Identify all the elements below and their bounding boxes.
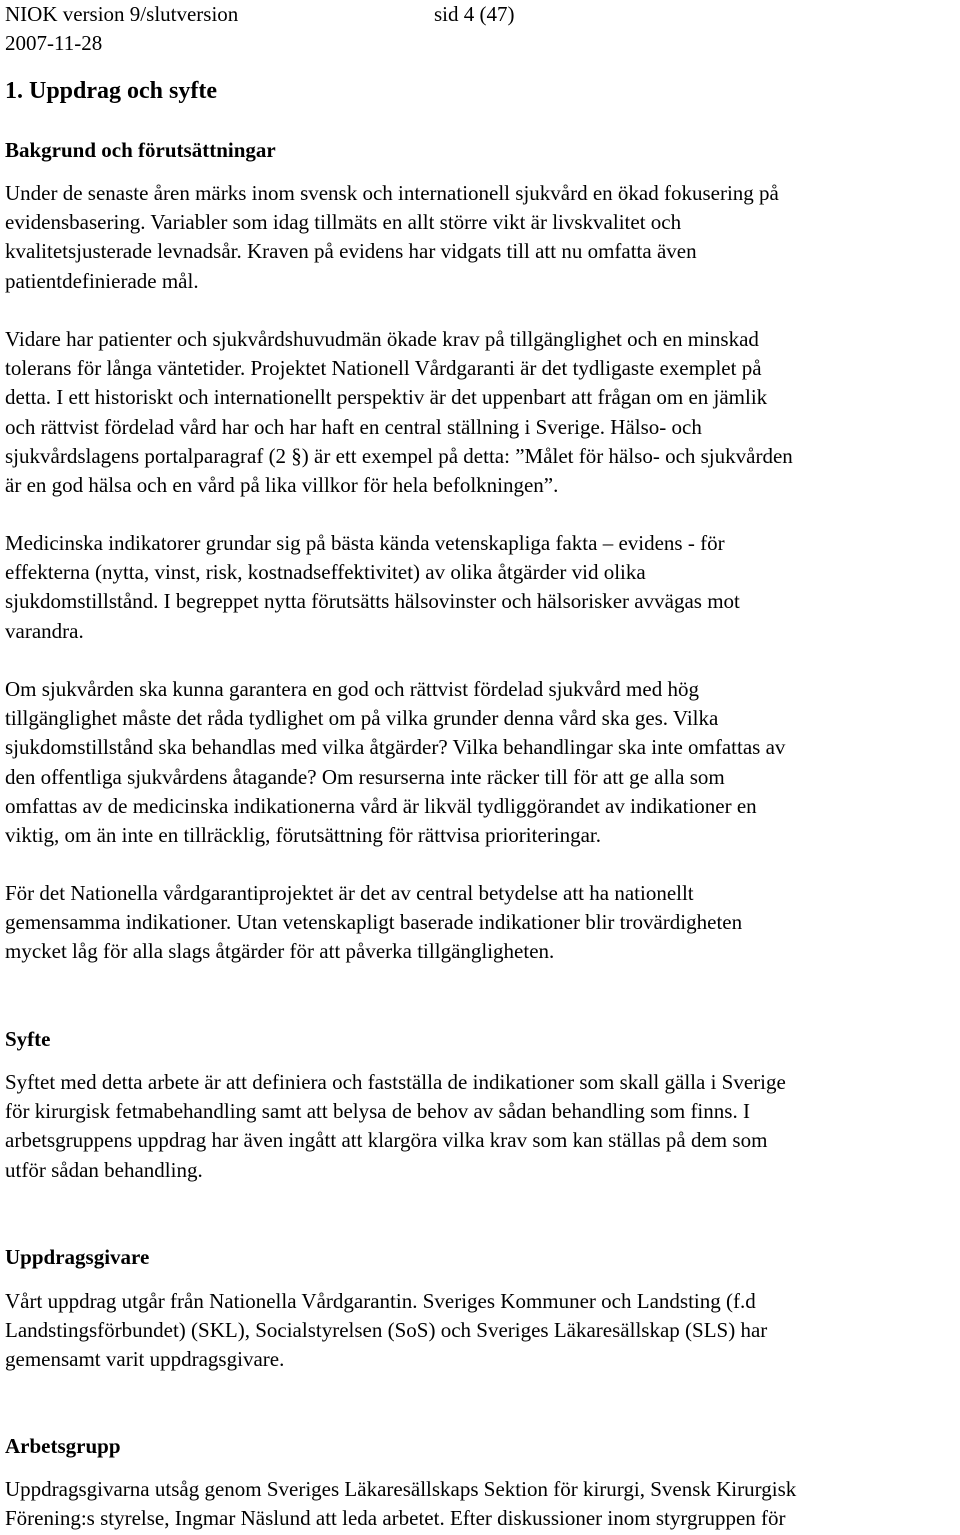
text-line: evidensbasering. Variabler som idag tillmäts en allt större vikt är livskvalitet och bbox=[5, 210, 682, 235]
text-line: är en god hälsa och en vård på lika villkor för hela befolkningen”. bbox=[5, 473, 559, 498]
text-line: Medicinska indikatorer grundar sig på bästa kända vetenskapliga fakta – evidens - för bbox=[5, 531, 725, 555]
paragraph-background-2 bbox=[5, 325, 955, 500]
text-line: utför sådan behandling. bbox=[5, 1157, 203, 1182]
text-line: Syftet med detta arbete är att definiera och fastställa de indikationer som skall gälla i Sverige bbox=[5, 1070, 786, 1094]
text-line: effekterna (nytta, vinst, risk, kostnadseffektivitet) av olika åtgärder vid olika bbox=[5, 560, 646, 585]
text-line: Landstingsförbundet) (SKL), Socialstyrelsen (SoS) och Sveriges Läkaresällskap (SLS) har bbox=[5, 1318, 768, 1343]
header-page-number: sid 4 (47) bbox=[434, 2, 515, 26]
paragraph-background-4 bbox=[5, 675, 955, 850]
paragraph-commissioner bbox=[5, 1287, 955, 1375]
text-line: Under de senaste åren märks inom svensk och internationell sjukvård en ökad fokusering på bbox=[5, 181, 779, 205]
heading-background: Bakgrund och förutsättningar bbox=[5, 138, 276, 162]
header-date: 2007-11-28 bbox=[5, 31, 103, 55]
text-line: Uppdragsgivarna utsåg genom Sveriges Läkaresällskaps Sektion för kirurgi, Svensk Kirurgisk bbox=[5, 1477, 797, 1501]
text-line: omfattas av de medicinska indikationerna vård är likväl tydliggörandet av indikationer en bbox=[5, 793, 757, 818]
text-line: varandra. bbox=[5, 618, 84, 643]
text-line: sjukdomstillstånd. I begreppet nytta förutsätts hälsovinster och hälsorisker avvägas mot bbox=[5, 589, 740, 614]
heading-commissioner: Uppdragsgivare bbox=[5, 1245, 150, 1269]
text-line: Vidare har patienter och sjukvårdshuvudmän ökade krav på tillgänglighet och en minskad bbox=[5, 327, 759, 351]
text-line: tillgänglighet måste det råda tydlighet om på vilka grunder denna vård ska ges. Vilka bbox=[5, 706, 719, 731]
paragraph-purpose bbox=[5, 1068, 955, 1185]
paragraph-background-1 bbox=[5, 179, 955, 296]
text-line: detta. I ett historiskt och internationellt perspektiv är det uppenbart att frågan om en jämlik bbox=[5, 385, 768, 410]
text-line: arbetsgruppens uppdrag har även ingått att klargöra vilka krav som kan ställas på dem som bbox=[5, 1128, 768, 1153]
text-line: Om sjukvården ska kunna garantera en god och rättvist fördelad sjukvård med hög bbox=[5, 677, 699, 701]
text-line: den offentliga sjukvårdens åtagande? Om resurserna inte räcker till för att ge alla som bbox=[5, 764, 725, 789]
text-line: kvalitetsjusterade levnadsår. Kraven på evidens har vidgats till att nu omfatta även bbox=[5, 239, 697, 264]
text-line: sjukvårdslagens portalparagraf (2 §) är ett exempel på detta: ”Målet för hälso- och sjukvården bbox=[5, 443, 793, 468]
text-line: viktig, om än inte en tillräcklig, förutsättning för rättvisa prioriteringar. bbox=[5, 823, 602, 848]
heading-purpose: Syfte bbox=[5, 1027, 51, 1051]
text-line: och rättvist fördelad vård har och har haft en central ställning i Sverige. Hälso- och bbox=[5, 414, 702, 439]
text-line: gemensamma indikationer. Utan vetenskapligt baserade indikationer blir trovärdigheten bbox=[5, 910, 743, 935]
paragraph-background-5 bbox=[5, 879, 955, 967]
text-line: för kirurgisk fetmabehandling samt att belysa de behov av sådan behandling som finns. I bbox=[5, 1099, 750, 1124]
text-line: patientdefinierade mål. bbox=[5, 268, 199, 293]
text-line: Förening:s styrelse, Ingmar Näslund att leda arbetet. Efter diskussioner inom styrgruppen för bbox=[5, 1506, 786, 1531]
section-title: 1. Uppdrag och syfte bbox=[5, 78, 218, 104]
text-line: mycket låg för alla slags åtgärder för att påverka tillgängligheten. bbox=[5, 939, 555, 964]
text-line: sjukdomstillstånd ska behandlas med vilka åtgärder? Vilka behandlingar ska inte omfattas av bbox=[5, 735, 786, 760]
text-line: För det Nationella vårdgarantiprojektet är det av central betydelse att ha nationellt bbox=[5, 881, 694, 905]
paragraph-background-3 bbox=[5, 529, 955, 646]
heading-working-group: Arbetsgrupp bbox=[5, 1434, 121, 1458]
text-line: Vårt uppdrag utgår från Nationella Vårdgarantin. Sveriges Kommuner och Landsting (f.d bbox=[5, 1289, 756, 1313]
text-line: tolerans för långa väntetider. Projektet Nationell Vårdgaranti är det tydligaste exemplet på bbox=[5, 356, 762, 381]
paragraph-working-group bbox=[5, 1475, 955, 1533]
header-version: NIOK version 9/slutversion bbox=[5, 2, 239, 26]
text-line: gemensamt varit uppdragsgivare. bbox=[5, 1347, 285, 1372]
